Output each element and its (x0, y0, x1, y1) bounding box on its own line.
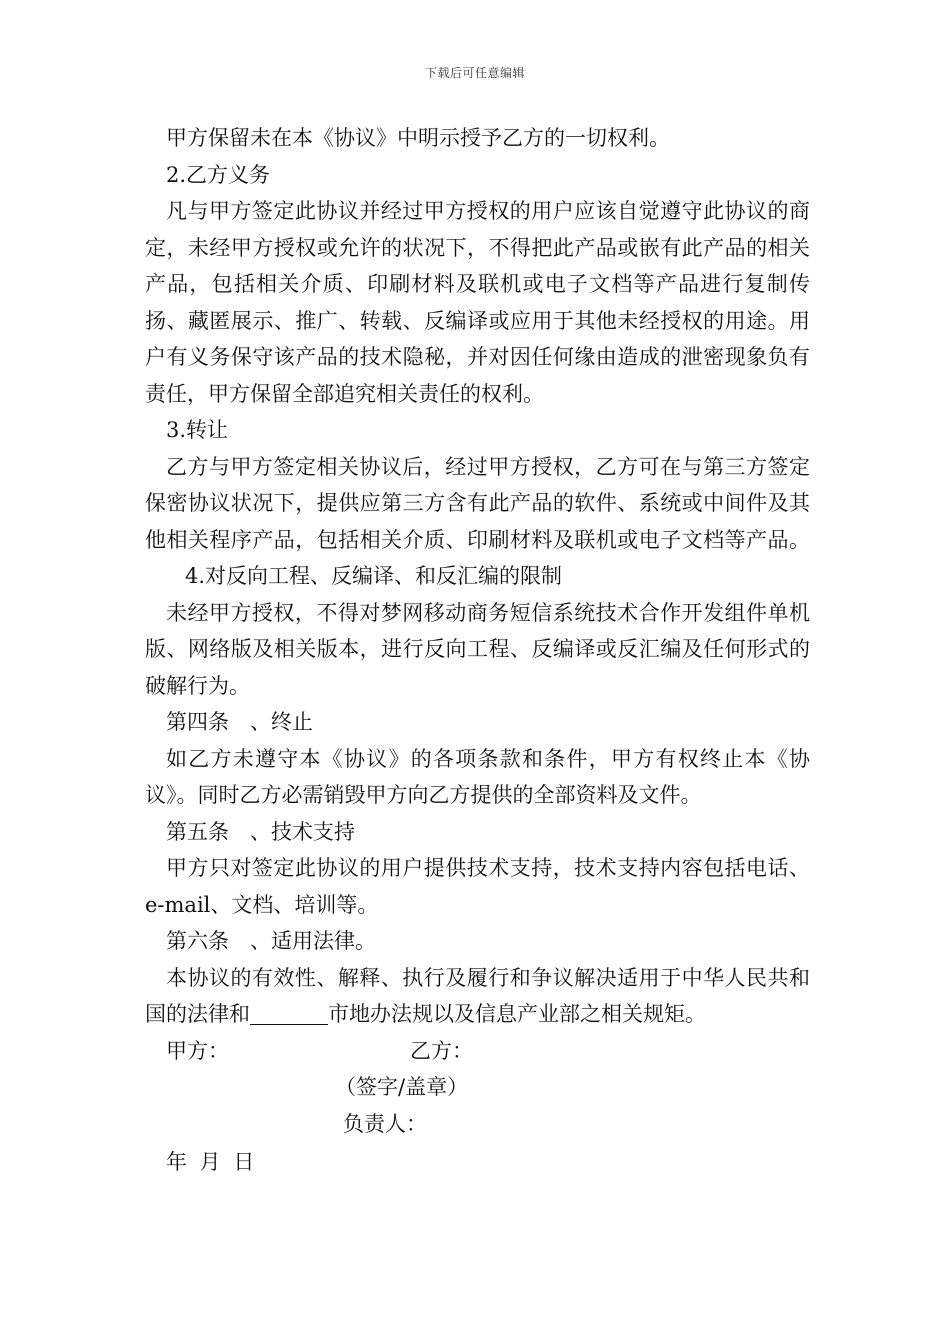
agreement-body (145, 120, 810, 1181)
sign-seal-label: （签字/盖章） (335, 1075, 469, 1099)
heading-party-b-obligations: 2.乙方义务 (166, 162, 271, 187)
paragraph-governing-law-text: 本协议的有效性、解释、执行及履行和争议解决适用于中华人民共和国的法律和 (145, 965, 810, 1026)
party-b-label: 乙方： (410, 1038, 473, 1063)
paragraph-transfer (145, 449, 810, 595)
signature-responsible-row (145, 1106, 810, 1143)
date-label: 年 月 日 (166, 1150, 255, 1174)
paragraph-party-b-obligations: 凡与甲方签定此协议并经过甲方授权的用户应该自觉遵守此协议的商定，未经甲方授权或允许的状况下，不得把此产品或嵌有此产品的相关产品，包括相关介质、印刷材料及联机或电子文档等产品进行复制传扬、藏匿展示、推广、转载、反编译或应用于其他未经授权的用途。用户有义务保守该产品的技术隐秘，并对因任何缘由造成的泄密现象负有责任，甲方保留全部追究相关责任的权利。 (145, 199, 810, 406)
blank-fill-line (250, 1002, 328, 1025)
heading-article-6-law: 第六条 、适用法律。 (166, 929, 376, 953)
responsible-person-label: 负责人： (343, 1111, 427, 1136)
paragraph-reverse-engineering: 未经甲方授权，不得对梦网移动商务短信系统技术合作开发组件单机版、网络版及相关版本，进行反向工程、反编译或反汇编及任何形式的破解行为。 (145, 600, 810, 698)
paragraph-support: 甲方只对签定此协议的用户提供技术支持，技术支持内容包括电话、e-mail、文档、培训等。 (145, 856, 810, 917)
party-a-label: 甲方： (166, 1038, 229, 1063)
paragraph-governing-law (145, 960, 810, 1033)
signature-date-row (145, 1144, 810, 1181)
heading-article-4-termination: 第四条 、终止 (166, 710, 313, 734)
signature-parties-row (145, 1033, 810, 1070)
heading-article-5-support: 第五条 、技术支持 (166, 819, 355, 844)
heading-transfer: 3.转让 (166, 418, 229, 442)
paragraph-rights-reserved: 甲方保留未在本《协议》中明示授予乙方的一切权利。 (166, 126, 670, 150)
page-header-note: 下载后可任意编辑 (424, 66, 525, 80)
paragraph-transfer-text: 乙方与甲方签定相关协议后，经过甲方授权，乙方可在与第三方签定保密协议状况下，提供应第三方含有此产品的软件、系统或中间件及其他相关程序产品，包括相关介质、印刷材料及联机或电子文档等产品。 (145, 454, 810, 552)
signature-seal-row (145, 1069, 810, 1106)
paragraph-termination: 如乙方未遵守本《协议》的各项条款和条件，甲方有权终止本《协议》。同时乙方必需销毁甲方向乙方提供的全部资料及文件。 (145, 746, 810, 807)
heading-reverse-engineering: 4.对反向工程、反编译、和反汇编的限制 (185, 564, 563, 588)
paragraph-governing-law-tail: 市地办法规以及信息产业部之相关规矩。 (328, 1002, 706, 1026)
